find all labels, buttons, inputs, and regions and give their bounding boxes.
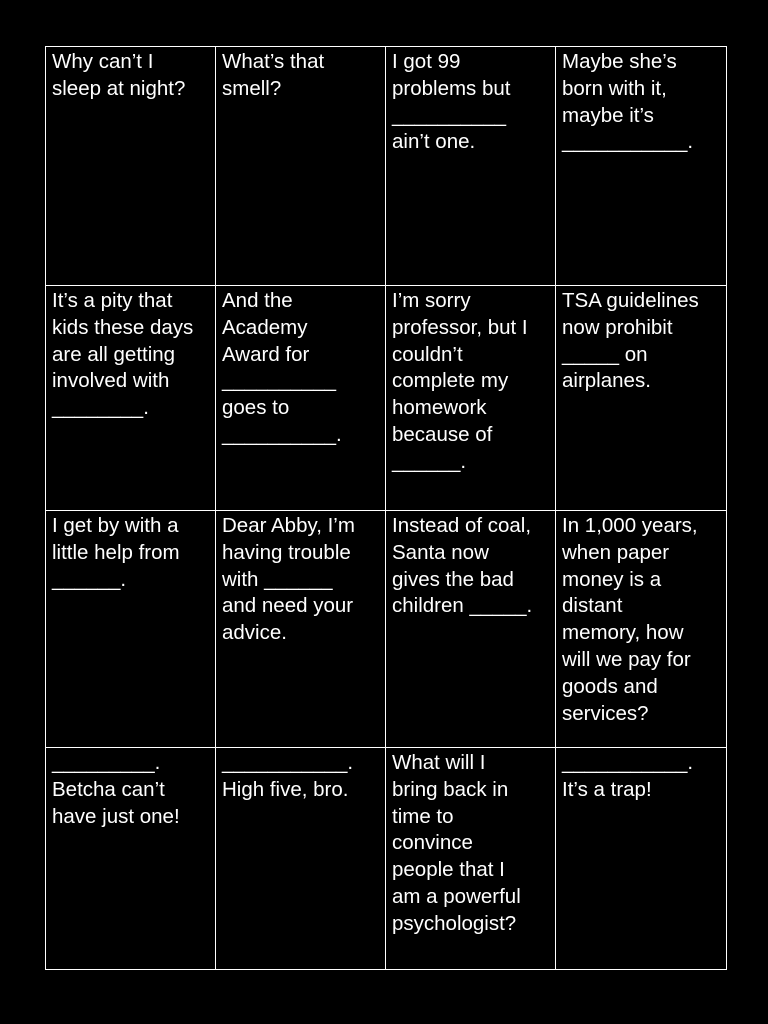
card-text: Dear Abby, I’m having trouble with ______ and need your advice. — [222, 514, 355, 645]
card-r4c4 — [556, 748, 727, 970]
card-r4c3 — [386, 748, 556, 970]
card-r3c4 — [556, 511, 727, 748]
card-r4c2 — [216, 748, 386, 970]
card-text: Why can’t I sleep at night? — [52, 50, 186, 100]
card-r2c1 — [46, 286, 216, 511]
card-text: I got 99 problems but __________ ain’t one. — [392, 50, 511, 154]
card-text: It’s a pity that kids these days are all getting involved with ________. — [52, 289, 194, 420]
card-r1c3 — [386, 47, 556, 286]
card-text: I get by with a little help from ______. — [52, 514, 180, 591]
card-text: What’s that smell? — [222, 50, 325, 100]
card-r3c1 — [46, 511, 216, 748]
card-text: What will I bring back in time to convince people that I am a powerful psychologist? — [392, 751, 521, 935]
card-text: ___________. High five, bro. — [222, 751, 354, 801]
card-text: TSA guidelines now prohibit _____ on airplanes. — [562, 289, 699, 393]
card-r1c1 — [46, 47, 216, 286]
card-grid — [45, 46, 727, 970]
card-text: In 1,000 years, when paper money is a distant memory, how will we pay for goods and services? — [562, 514, 698, 725]
card-r1c2 — [216, 47, 386, 286]
card-text: Instead of coal, Santa now gives the bad children _____. — [392, 514, 533, 618]
card-r3c2 — [216, 511, 386, 748]
card-text: Maybe she’s born with it, maybe it’s ___________. — [562, 50, 694, 154]
card-text: ___________. It’s a trap! — [562, 751, 694, 801]
card-r2c4 — [556, 286, 727, 511]
card-r2c2 — [216, 286, 386, 511]
card-r4c1 — [46, 748, 216, 970]
card-r3c3 — [386, 511, 556, 748]
card-text: I’m sorry professor, but I couldn’t complete my homework because of ______. — [392, 289, 528, 473]
card-text: And the Academy Award for __________ goes to __________. — [222, 289, 342, 446]
card-text: _________. Betcha can’t have just one! — [52, 751, 180, 828]
card-r1c4 — [556, 47, 727, 286]
card-r2c3 — [386, 286, 556, 511]
